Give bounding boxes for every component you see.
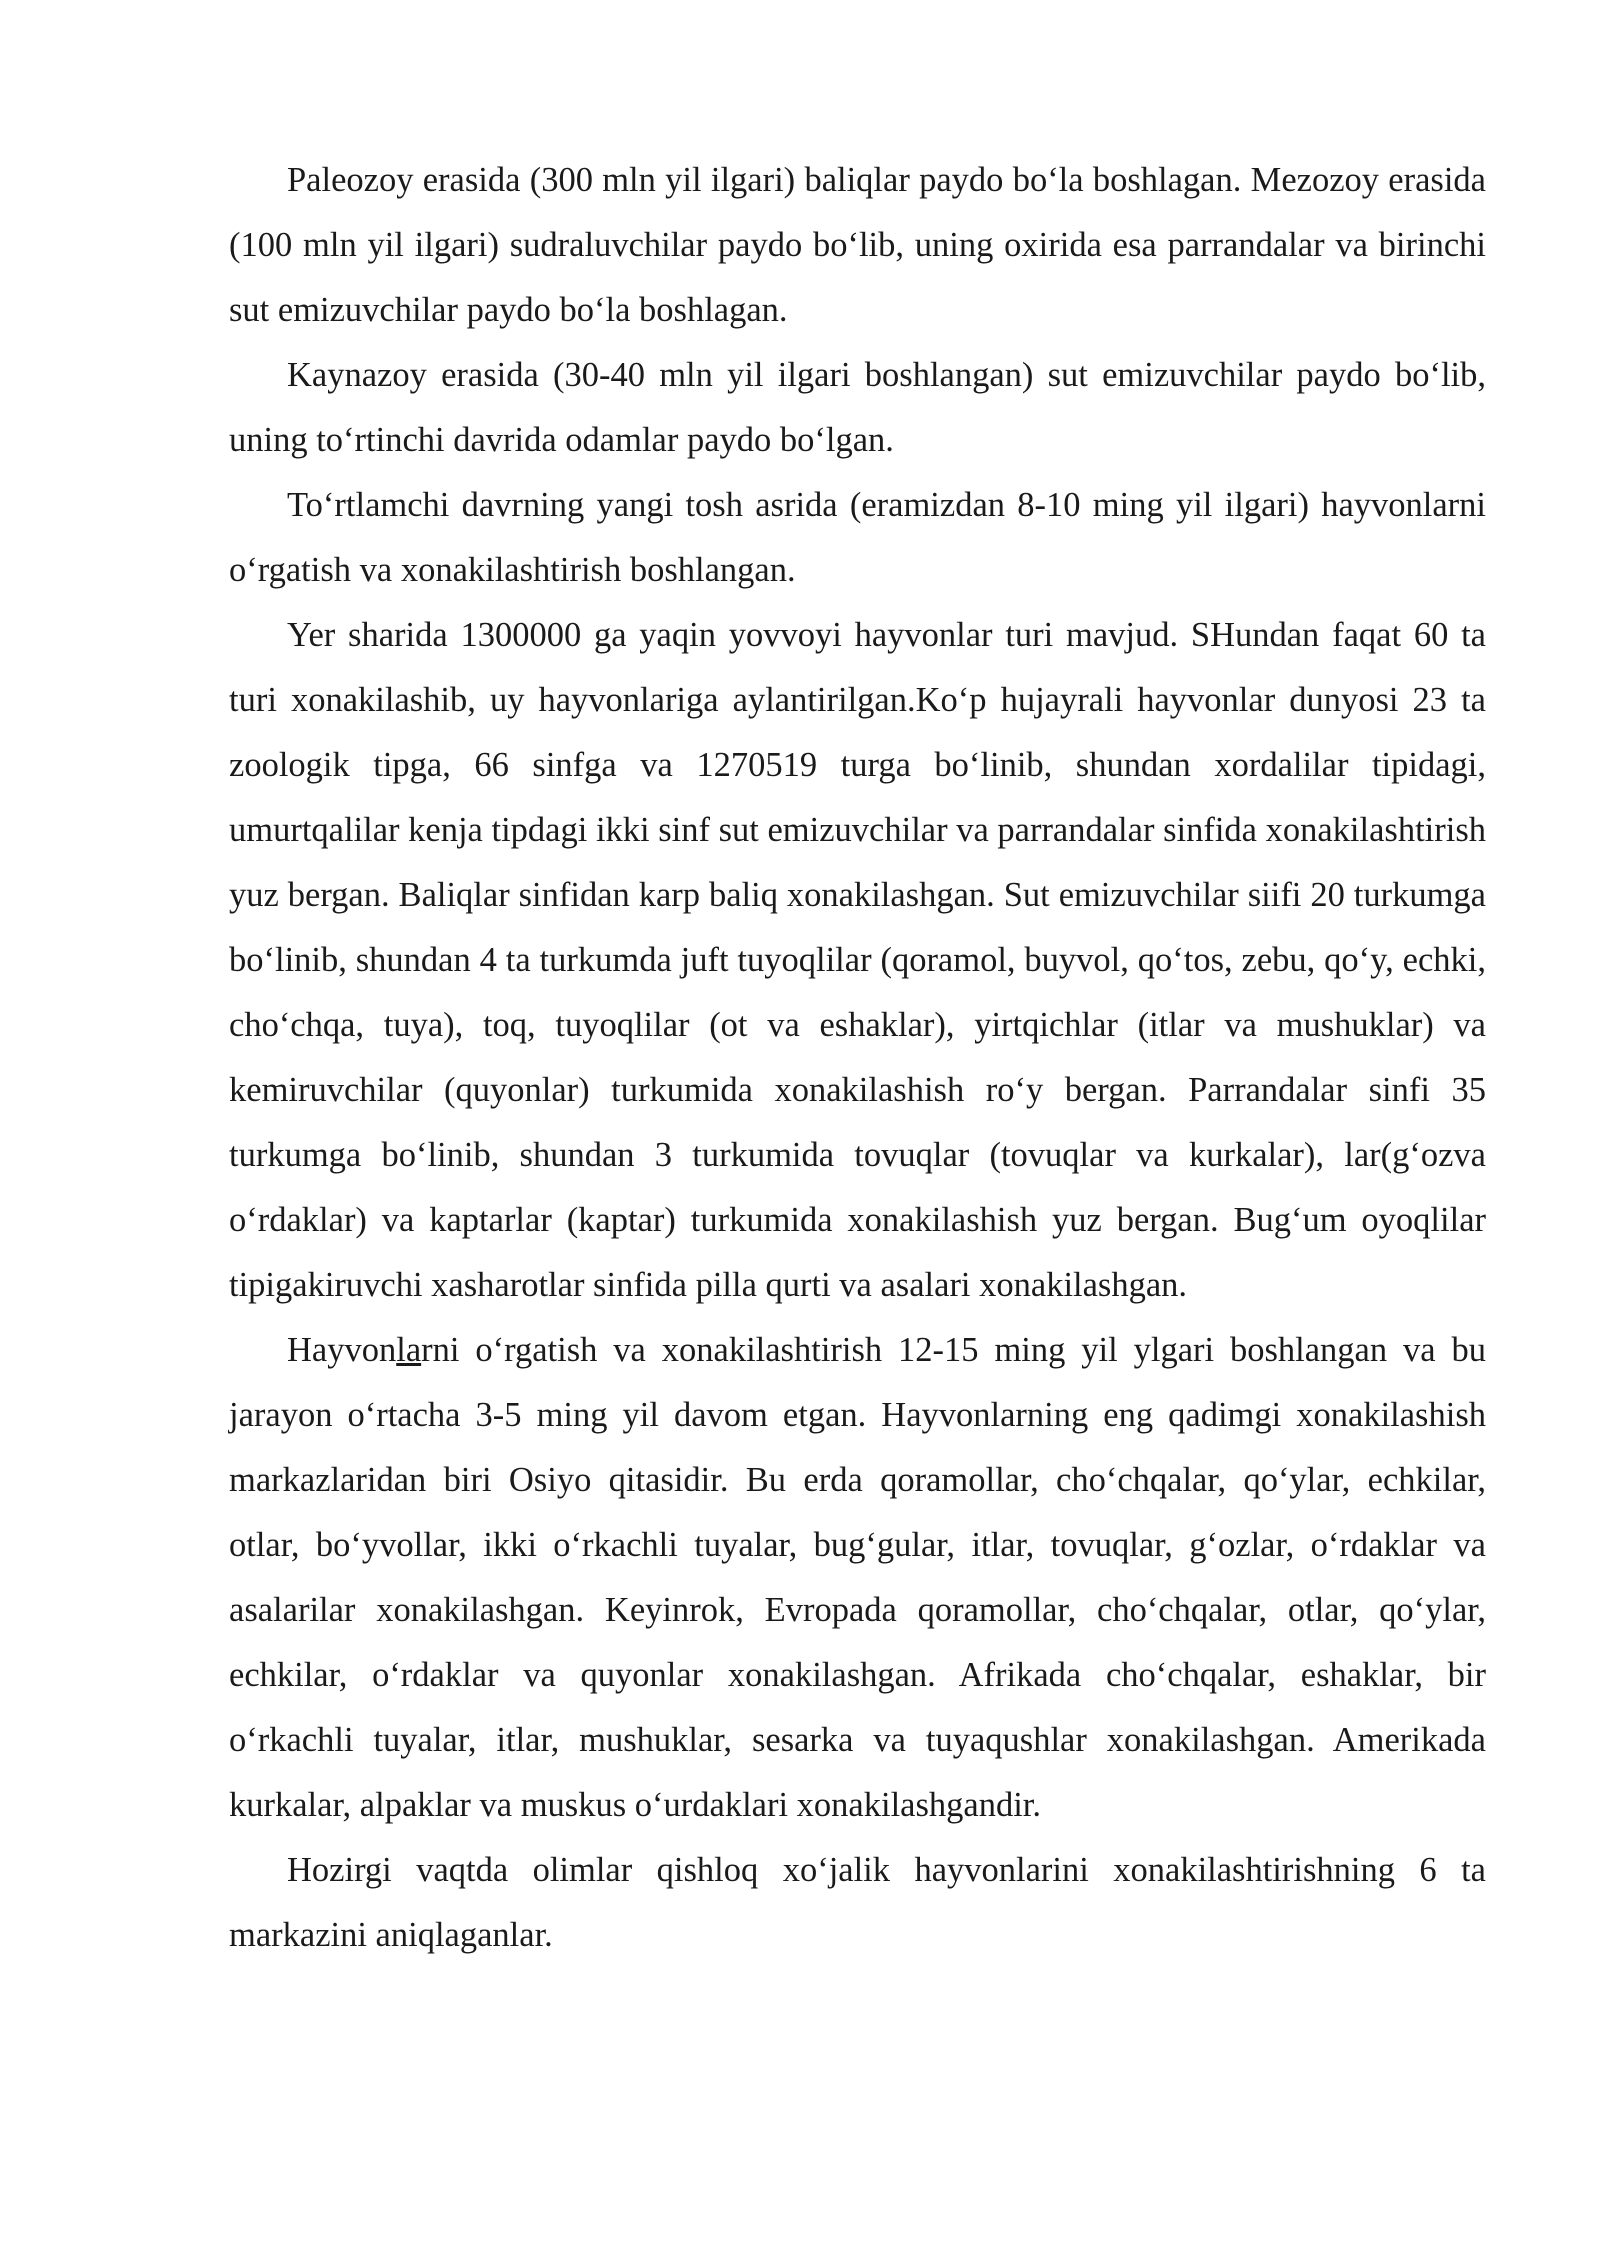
paragraph-yer-sharida: Yer sharida 1300000 ga yaqin yovvoyi hayvonlar turi mavjud. SHundan faqat 60 ta turi xonakilashib, uy hayvonlariga aylantirilgan.Ko‘p hujayrali hayvonlar dunyosi 23 ta zoologik tipga, 66 sinfga va 1270519 turga bo‘linib, shundan xordalilar tipidagi, umurtqalilar kenja tipdagi ikki sinf sut emizuvchilar va parrandalar sinfida xonakilashtirish yuz bergan. Baliqlar sinfidan karp baliq xonakilashgan. Sut emizuvchilar siifi 20 turkumga bo‘linib, shundan 4 ta turkumda juft tuyoqlilar (qoramol, buyvol, qo‘tos, zebu, qo‘y, echki, cho‘chqa, tuya), toq, tuyoqlilar (ot va eshaklar), yirtqichlar (itlar va mushuklar) va kemiruvchilar (quyonlar) turkumida xonakilashish ro‘y bergan. Parrandalar sinfi 35 turkumga bo‘linib, shundan 3 turkumida tovuqlar (tovuqlar va kurkalar), lar(g‘ozva o‘rdaklar) va kaptarlar (kaptar) turkumida xonakilashish yuz bergan. Bug‘um oyoqlilar tipigakiruvchi xasharotlar sinfida pilla qurti va asalari xonakilashgan. <box>229 616 1486 1304</box>
document-page <box>229 148 1486 1968</box>
paragraph-hayvonlarni-rest: rni o‘rgatish va xonakilashtirish 12-15 ming yil ylgari boshlangan va bu jarayon o‘rtacha 3-5 ming yil davom etgan. Hayvonlarning eng qadimgi xonakilashish markazlaridan biri Osiyo qitasidir. Bu erda qoramollar, cho‘chqalar, qo‘ylar, echkilar, otlar, bo‘yvollar, ikki o‘rkachli tuyalar, bug‘gular, itlar, tovuqlar, g‘ozlar, o‘rdaklar va asalarilar xonakilashgan. Keyinrok, Evropada qoramollar, cho‘chqalar, otlar, qo‘ylar, echkilar, o‘rdaklar va quyonlar xonakilashgan. Afrikada cho‘chqalar, eshaklar, bir o‘rkachli tuyalar, itlar, mushuklar, sesarka va tuyaqushlar xonakilashgan. Amerikada kurkalar, alpaklar va muskus o‘urdaklari xonakilashgandir. <box>229 1331 1486 1824</box>
paragraph-hayvonlarni-start: Hayvon <box>287 1331 397 1369</box>
paragraph-hayvonlarni <box>229 1318 1486 1838</box>
paragraph-kaynazoy: Kaynazoy erasida (30-40 mln yil ilgari boshlangan) sut emizuvchilar paydo bo‘lib, uning to‘rtinchi davrida odamlar paydo bo‘lgan. <box>229 356 1486 459</box>
underlined-fragment: la <box>396 1331 422 1369</box>
paragraph-paleozoy: Paleozoy erasida (300 mln yil ilgari) baliqlar paydo bo‘la boshlagan. Mezozoy erasida (100 mln yil ilgari) sudraluvchilar paydo bo‘lib, uning oxirida esa parrandalar va birinchi sut emizuvchilar paydo bo‘la boshlagan. <box>229 161 1486 329</box>
paragraph-hozirgi: Hozirgi vaqtda olimlar qishloq xo‘jalik hayvonlarini xonakilashtirishning 6 ta markazini aniqlaganlar. <box>229 1851 1486 1954</box>
paragraph-tortlamchi: To‘rtlamchi davrning yangi tosh asrida (eramizdan 8-10 ming yil ilgari) hayvonlarni o‘rgatish va xonakilashtirish boshlangan. <box>229 486 1486 589</box>
